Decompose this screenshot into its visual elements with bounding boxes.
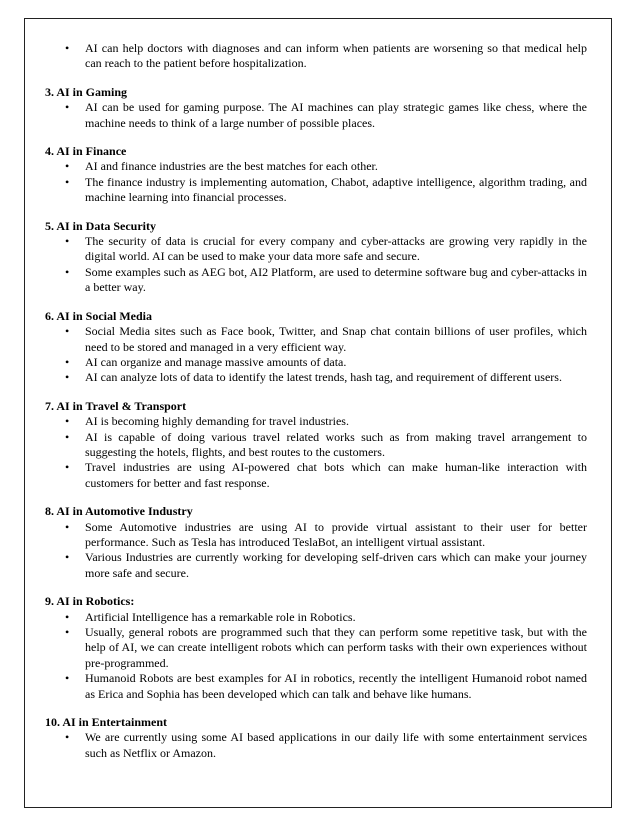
bullet-icon: • (65, 671, 70, 686)
bullet-icon: • (65, 354, 70, 369)
bullet-icon: • (65, 159, 70, 174)
bullet-text: Social Media sites such as Face book, Twitter, and Snap chat contain billions of user profiles, which need to be stored and managed in a very efficient way. (85, 324, 587, 354)
bullet-icon: • (65, 429, 70, 444)
section-social-media (45, 309, 587, 386)
bullet-icon: • (65, 264, 70, 279)
bullet-item (45, 430, 587, 461)
bullet-text: AI is becoming highly demanding for travel industries. (85, 414, 349, 429)
bullet-icon: • (65, 100, 70, 115)
bullet-icon: • (65, 730, 70, 745)
bullet-text: Various Industries are currently working for developing self-driven cars which can make your journey more safe and secure. (85, 550, 587, 580)
bullet-item (45, 159, 587, 174)
bullet-list (45, 520, 587, 582)
section-title: 9. AI in Robotics: (45, 594, 135, 609)
section-title: 10. AI in Entertainment (45, 715, 168, 730)
bullet-item (45, 520, 587, 551)
bullet-list (45, 234, 587, 296)
bullet-item (45, 41, 587, 72)
section-title: 3. AI in Gaming (45, 84, 128, 99)
bullet-item (45, 610, 587, 625)
bullet-text: AI can analyze lots of data to identify the latest trends, hash tag, and requirement of different users. (85, 370, 562, 385)
bullet-icon: • (65, 609, 70, 624)
bullet-item (45, 234, 587, 265)
bullet-text: We are currently using some AI based applications in our daily life with some entertainment services such as Netflix or Amazon. (85, 730, 587, 760)
section-entertainment (45, 715, 587, 761)
bullet-item (45, 730, 587, 761)
bullet-icon: • (65, 460, 70, 475)
section-title: 7. AI in Travel & Transport (45, 398, 187, 413)
bullet-icon: • (65, 174, 70, 189)
section-finance (45, 144, 587, 206)
section-data-security (45, 219, 587, 296)
bullet-icon: • (65, 324, 70, 339)
intro-bullet-list (45, 41, 587, 72)
bullet-text: Some Automotive industries are using AI to provide virtual assistant to their user for better performance. Such as Tesla has introduced TeslaBot, an intelligent virtual assistant. (85, 519, 587, 549)
bullet-text: Some examples such as AEG bot, AI2 Platform, are used to determine software bug and cyber-attacks in a better way. (85, 264, 587, 295)
bullet-item (45, 175, 587, 206)
bullet-icon: • (65, 414, 70, 429)
bullet-item (45, 100, 587, 131)
bullet-item (45, 550, 587, 581)
bullet-text: AI and finance industries are the best matches for each other. (85, 159, 378, 174)
bullet-text: AI is capable of doing various travel related works such as from making travel arrangement to suggesting the hotels, flights, and best routes to the customers. (85, 429, 587, 459)
bullet-item (45, 671, 587, 702)
bullet-text: The security of data is crucial for every company and cyber-attacks are growing very rapidly in the digital world. AI can be used to make your data more safe and secure. (85, 234, 587, 264)
bullet-text: Artificial Intelligence has a remarkable role in Robotics. (85, 609, 356, 624)
bullet-item (45, 265, 587, 296)
bullet-icon: • (65, 550, 70, 565)
section-title: 6. AI in Social Media (45, 308, 153, 323)
bullet-list (45, 159, 587, 205)
bullet-item (45, 370, 587, 385)
bullet-text: Travel industries are using AI-powered chat bots which can make human-like interaction with customers for better and fast response. (85, 460, 587, 490)
bullet-icon: • (65, 370, 70, 385)
bullet-item (45, 324, 587, 355)
section-title: 4. AI in Finance (45, 144, 127, 159)
bullet-icon: • (65, 41, 70, 55)
section-title: 8. AI in Automotive Industry (45, 504, 193, 519)
bullet-text: AI can organize and manage massive amounts of data. (85, 354, 347, 369)
bullet-icon: • (65, 625, 70, 639)
bullet-list (45, 610, 587, 702)
bullet-list (45, 414, 587, 491)
bullet-item (45, 460, 587, 491)
bullet-icon: • (65, 234, 70, 249)
bullet-item (45, 355, 587, 370)
section-title: 5. AI in Data Security (45, 218, 156, 233)
section-automotive (45, 504, 587, 581)
section-gaming (45, 85, 587, 131)
bullet-list (45, 324, 587, 386)
bullet-icon: • (65, 519, 70, 534)
bullet-text: The finance industry is implementing automation, Chabot, adaptive intelligence, algorithm trading, and machine learning into financial processes. (85, 174, 587, 205)
bullet-item (45, 414, 587, 429)
bullet-list (45, 100, 587, 131)
bullet-item (45, 625, 587, 671)
bullet-text: Usually, general robots are programmed such that they can perform some repetitive task, but with the help of AI, we can create intelligent robots which can perform tasks with their own experiences without pre-programmed. (85, 625, 587, 670)
bullet-text: AI can be used for gaming purpose. The AI machines can play strategic games like chess, where the machine needs to think of a large number of possible places. (85, 100, 587, 130)
bullet-text: AI can help doctors with diagnoses and can inform when patients are worsening so that medical help can reach to the patient before hospitalization. (85, 41, 587, 71)
document-page (24, 18, 612, 808)
section-robotics (45, 594, 587, 702)
bullet-text: Humanoid Robots are best examples for AI in robotics, recently the intelligent Humanoid robot named as Erica and Sophia has been developed which can talk and behave like humans. (85, 671, 587, 701)
section-travel-transport (45, 399, 587, 491)
bullet-list (45, 730, 587, 761)
